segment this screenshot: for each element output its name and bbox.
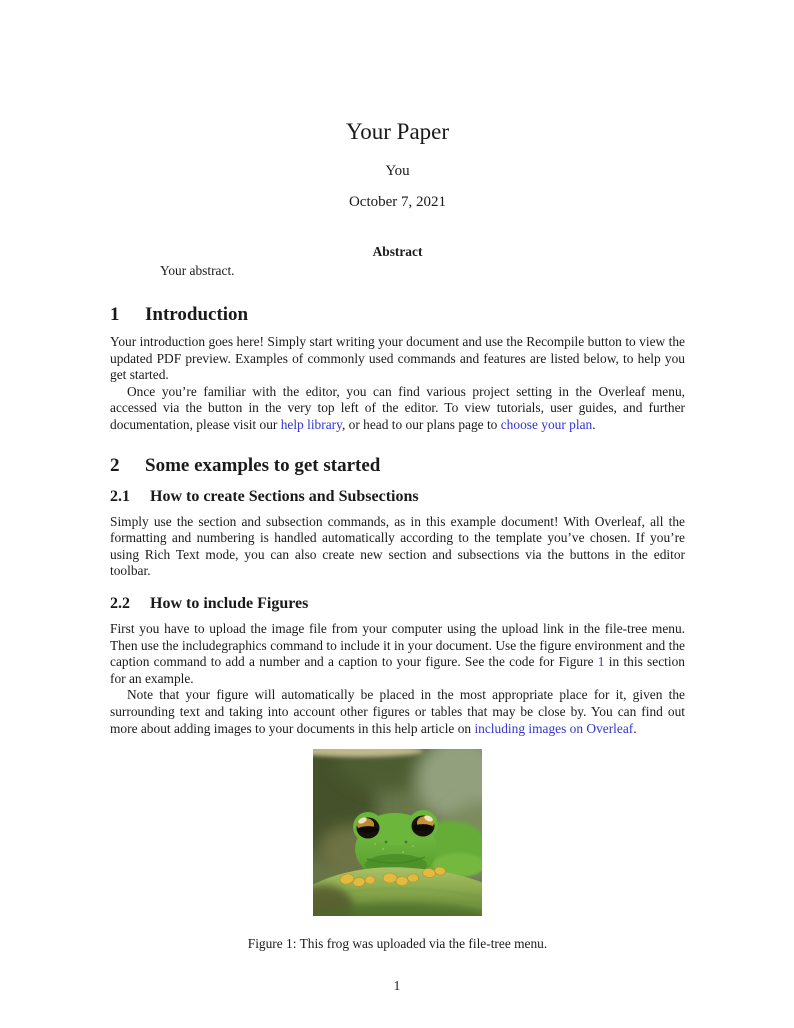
subsection-2-1-number: 2.1 <box>110 487 130 505</box>
text-segment: in this section for an example. <box>110 654 685 686</box>
subsection-2-2-title: How to include Figures <box>150 594 309 612</box>
figure-1-caption: Figure 1: This frog was uploaded via the file-tree menu. <box>247 936 548 952</box>
text-segment: . <box>592 416 596 432</box>
text-segment: First you have to upload the image file from your computer using the upload link in the file-tree menu. Then use the includegraphics command to include it in your document. Use the figure environment and the caption command to add a number and a caption to your figure. See the code for Figure <box>110 620 685 670</box>
sections-paragraph: Simply use the section and subsection commands, as in this example document! With Overleaf, all the formatting and numbering is handled automatically according to the template you’ve chosen. If you’re using Rich Text mode, you can also create new section and subsections via the buttons in the editor toolbar. <box>110 513 685 579</box>
page-number: 1 <box>393 978 401 993</box>
abstract-text: Your abstract. <box>160 263 235 278</box>
text-segment: Once you’re familiar with the editor, you can find various project setting in the Overleaf menu, accessed via the button in the very top left of the editor. To view tutorials, user guides, and further documentation, please visit our <box>110 383 685 432</box>
choose-your-plan-link[interactable]: choose your plan <box>500 416 593 432</box>
frog-photo <box>313 749 482 916</box>
paper-author: You <box>385 163 410 179</box>
section-2-heading <box>110 454 685 477</box>
abstract-heading: Abstract <box>372 244 423 259</box>
figure-1-ref-link[interactable]: 1 <box>597 654 605 670</box>
subsection-2-1-title: How to create Sections and Subsections <box>150 487 419 505</box>
intro-paragraph-2 <box>110 384 685 434</box>
subsection-2-2-heading <box>110 594 685 614</box>
paper-title: Your Paper <box>345 119 450 144</box>
intro-paragraph-1: Your introduction goes here! Simply start writing your document and use the Recompile button to view the updated PDF preview. Examples of commonly used commands and features are listed below, to help you get started. <box>110 334 685 383</box>
paper-date: October 7, 2021 <box>348 194 447 210</box>
section-2-number: 2 <box>110 454 120 476</box>
section-2-title: Some examples to get started <box>145 454 381 476</box>
figures-paragraph-1 <box>110 621 685 687</box>
text-segment: Note that your figure will automatically be placed in the most appropriate place for it, given the surrounding text and taking into account other figures or tables that may be close by. You can find out more about adding images to your documents in this help article on <box>110 687 685 736</box>
including-images-on-overleaf-link[interactable]: including images on Overleaf <box>474 720 634 736</box>
figure-1 <box>313 749 482 916</box>
section-1-heading <box>110 303 685 326</box>
text-segment: , or head to our plans page to <box>341 416 501 432</box>
section-1-title: Introduction <box>145 304 249 325</box>
subsection-2-1-heading <box>110 487 685 507</box>
subsection-2-2-number: 2.2 <box>110 594 130 612</box>
text-segment: . <box>633 720 637 736</box>
section-1-number: 1 <box>110 304 120 325</box>
help-library-link[interactable]: help library <box>280 416 342 432</box>
figures-paragraph-2 <box>110 687 685 737</box>
